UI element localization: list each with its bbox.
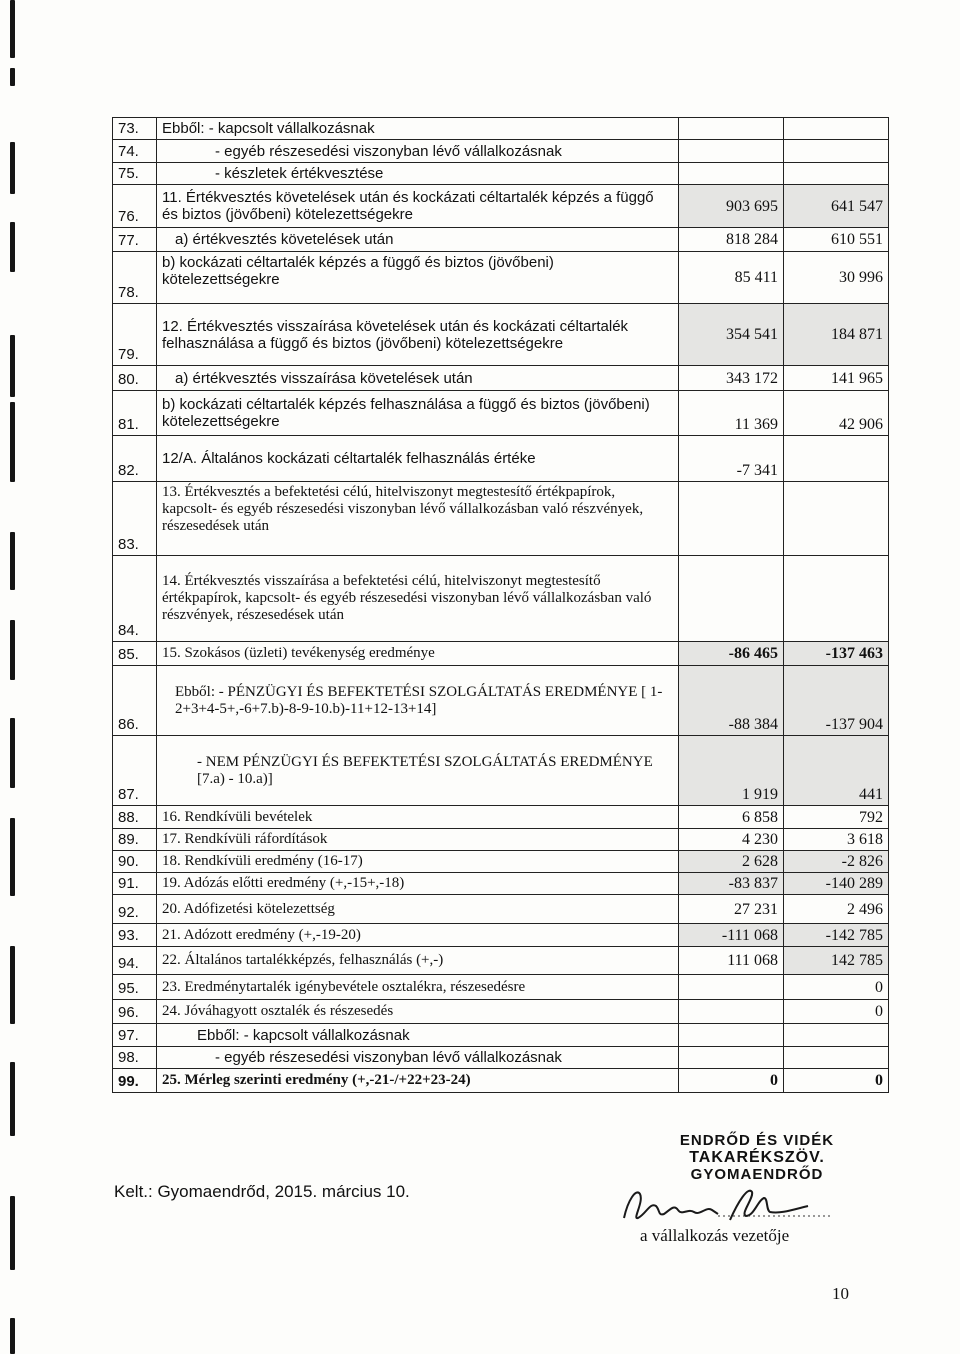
current-year-value (679, 140, 784, 163)
place-date: Kelt.: Gyomaendrőd, 2015. március 10. (114, 1182, 410, 1201)
previous-year-value: 141 965 (784, 366, 889, 391)
stamp-line: TAKARÉKSZÖV. (689, 1149, 825, 1166)
current-year-value: 6 858 (679, 806, 784, 829)
table-row (113, 829, 889, 851)
previous-year-value: 30 996 (784, 252, 889, 304)
binder-mark (10, 402, 15, 482)
row-description: 18. Rendkívüli eredmény (16-17) (157, 851, 679, 873)
row-description: 22. Általános tartalékképzés, felhasználás (+,-) (157, 947, 679, 975)
table-row (113, 1069, 889, 1093)
row-number: 77. (113, 228, 157, 252)
table-row (113, 666, 889, 736)
row-number: 84. (113, 556, 157, 642)
row-number: 81. (113, 391, 157, 436)
row-description: 11. Értékvesztés követelések után és kockázati céltartalék képzés a függő és biztos (jövőbeni) kötelezettségekre (157, 185, 679, 228)
current-year-value: 85 411 (679, 252, 784, 304)
row-description: b) kockázati céltartalék képzés felhasználása a függő és biztos (jövőbeni) kötelezettségekre (157, 391, 679, 436)
current-year-value: -83 837 (679, 873, 784, 895)
handwritten-signature (618, 1180, 838, 1230)
table-row (113, 163, 889, 185)
binder-mark (10, 68, 15, 86)
current-year-value (679, 1024, 784, 1047)
table-row (113, 895, 889, 924)
previous-year-value (784, 118, 889, 140)
current-year-value: -86 465 (679, 642, 784, 666)
binder-mark (10, 1062, 15, 1136)
current-year-value: -88 384 (679, 666, 784, 736)
previous-year-value: 792 (784, 806, 889, 829)
table-row (113, 924, 889, 947)
row-number: 91. (113, 873, 157, 895)
binder-mark (10, 0, 15, 58)
current-year-value: 0 (679, 1069, 784, 1093)
previous-year-value: -137 463 (784, 642, 889, 666)
previous-year-value: 2 496 (784, 895, 889, 924)
table-row (113, 1047, 889, 1069)
row-description: 21. Adózott eredmény (+,-19-20) (157, 924, 679, 947)
current-year-value: -111 068 (679, 924, 784, 947)
row-description: 25. Mérleg szerinti eredmény (+,-21-/+22+23-24) (157, 1069, 679, 1093)
current-year-value: 11 369 (679, 391, 784, 436)
table-row (113, 140, 889, 163)
row-number: 89. (113, 829, 157, 851)
previous-year-value: -140 289 (784, 873, 889, 895)
binder-mark (10, 532, 15, 590)
table-row (113, 185, 889, 228)
binder-mark (10, 620, 15, 680)
row-number: 86. (113, 666, 157, 736)
row-description: 15. Szokásos (üzleti) tevékenység eredménye (157, 642, 679, 666)
previous-year-value: 641 547 (784, 185, 889, 228)
current-year-value: -7 341 (679, 436, 784, 482)
current-year-value: 903 695 (679, 185, 784, 228)
table-row (113, 304, 889, 366)
row-description: a) értékvesztés visszaírása követelések után (157, 366, 679, 391)
binder-mark (10, 818, 15, 896)
current-year-value: 4 230 (679, 829, 784, 851)
row-number: 94. (113, 947, 157, 975)
row-number: 92. (113, 895, 157, 924)
row-description: - NEM PÉNZÜGYI ÉS BEFEKTETÉSI SZOLGÁLTATÁS EREDMÉNYE [7.a) - 10.a)] (157, 736, 679, 806)
row-number: 82. (113, 436, 157, 482)
previous-year-value: 3 618 (784, 829, 889, 851)
row-description: - egyéb részesedési viszonyban lévő vállalkozásnak (157, 1047, 679, 1069)
row-description: 12/A. Általános kockázati céltartalék felhasználás értéke (157, 436, 679, 482)
previous-year-value: 142 785 (784, 947, 889, 975)
binder-mark (10, 946, 15, 1024)
row-description: Ebből: - PÉNZÜGYI ÉS BEFEKTETÉSI SZOLGÁLTATÁS EREDMÉNYE [ 1-2+3+4-5+,-6+7.b)-8-9-10.b)-11+12-13+14] (157, 666, 679, 736)
binder-mark (10, 718, 15, 788)
table-row (113, 556, 889, 642)
row-number: 93. (113, 924, 157, 947)
row-description: a) értékvesztés követelések után (157, 228, 679, 252)
table-row (113, 1024, 889, 1047)
row-number: 79. (113, 304, 157, 366)
current-year-value: 111 068 (679, 947, 784, 975)
current-year-value (679, 482, 784, 556)
row-number: 80. (113, 366, 157, 391)
previous-year-value (784, 1047, 889, 1069)
previous-year-value: -2 826 (784, 851, 889, 873)
table-row (113, 873, 889, 895)
row-description: - egyéb részesedési viszonyban lévő vállalkozásnak (157, 140, 679, 163)
previous-year-value: -137 904 (784, 666, 889, 736)
row-description: Ebből: - kapcsolt vállalkozásnak (157, 118, 679, 140)
row-number: 85. (113, 642, 157, 666)
binder-mark (10, 1196, 15, 1270)
stamp-line: ENDRŐD ÉS VIDÉK (679, 1132, 835, 1149)
binder-mark (10, 142, 15, 194)
row-number: 74. (113, 140, 157, 163)
row-number: 97. (113, 1024, 157, 1047)
current-year-value (679, 1000, 784, 1024)
table-row (113, 252, 889, 304)
table-row (113, 806, 889, 829)
previous-year-value (784, 556, 889, 642)
current-year-value: 2 628 (679, 851, 784, 873)
previous-year-value: 42 906 (784, 391, 889, 436)
current-year-value (679, 556, 784, 642)
row-number: 95. (113, 975, 157, 1000)
page-number: 10 (832, 1284, 849, 1303)
row-number: 73. (113, 118, 157, 140)
row-description: 24. Jóváhagyott osztalék és részesedés (157, 1000, 679, 1024)
current-year-value: 1 919 (679, 736, 784, 806)
current-year-value (679, 118, 784, 140)
current-year-value: 354 541 (679, 304, 784, 366)
row-number: 76. (113, 185, 157, 228)
row-number: 83. (113, 482, 157, 556)
binder-mark (10, 335, 15, 397)
row-number: 96. (113, 1000, 157, 1024)
previous-year-value (784, 1024, 889, 1047)
row-number: 78. (113, 252, 157, 304)
company-stamp (637, 1132, 877, 1183)
table-row (113, 947, 889, 975)
previous-year-value (784, 436, 889, 482)
row-description: 20. Adófizetési kötelezettség (157, 895, 679, 924)
table-row (113, 391, 889, 436)
table-row (113, 482, 889, 556)
previous-year-value: 0 (784, 1069, 889, 1093)
table-row (113, 642, 889, 666)
previous-year-value (784, 140, 889, 163)
income-statement-table (112, 117, 889, 1093)
previous-year-value: 0 (784, 1000, 889, 1024)
row-number: 87. (113, 736, 157, 806)
row-number: 98. (113, 1047, 157, 1069)
table-row (113, 228, 889, 252)
previous-year-value: 610 551 (784, 228, 889, 252)
row-number: 88. (113, 806, 157, 829)
current-year-value: 818 284 (679, 228, 784, 252)
row-number: 75. (113, 163, 157, 185)
row-description: 17. Rendkívüli ráfordítások (157, 829, 679, 851)
row-description: - készletek értékvesztése (157, 163, 679, 185)
previous-year-value: -142 785 (784, 924, 889, 947)
previous-year-value: 0 (784, 975, 889, 1000)
current-year-value: 27 231 (679, 895, 784, 924)
binder-mark (10, 222, 15, 272)
current-year-value (679, 163, 784, 185)
current-year-value (679, 1047, 784, 1069)
table-row (113, 118, 889, 140)
current-year-value: 343 172 (679, 366, 784, 391)
table-row (113, 1000, 889, 1024)
current-year-value (679, 975, 784, 1000)
row-description: 12. Értékvesztés visszaírása követelések után és kockázati céltartalék felhasználása a függő és biztos (jövőbeni) kötelezettségekre (157, 304, 679, 366)
row-description: 16. Rendkívüli bevételek (157, 806, 679, 829)
row-number: 99. (113, 1069, 157, 1093)
table-row (113, 436, 889, 482)
row-description: 14. Értékvesztés visszaírása a befektetési célú, hitelviszonyt megtestesítő értékpapírok, kapcsolt- és egyéb részesedési viszonyban lévő vállalkozásban való részvények, részesedések után (157, 556, 679, 642)
binder-mark (10, 1318, 15, 1354)
table-row (113, 736, 889, 806)
table-row (113, 851, 889, 873)
signature-caption: a vállalkozás vezetője (640, 1226, 790, 1245)
row-description: 23. Eredménytartalék igénybevétele osztalékra, részesedésre (157, 975, 679, 1000)
previous-year-value (784, 482, 889, 556)
row-description: b) kockázati céltartalék képzés a függő és biztos (jövőbeni) kötelezettségekre (157, 252, 679, 304)
table-row (113, 366, 889, 391)
previous-year-value (784, 163, 889, 185)
row-description: 19. Adózás előtti eredmény (+,-15+,-18) (157, 873, 679, 895)
row-number: 90. (113, 851, 157, 873)
row-description: Ebből: - kapcsolt vállalkozásnak (157, 1024, 679, 1047)
previous-year-value: 184 871 (784, 304, 889, 366)
row-description: 13. Értékvesztés a befektetési célú, hitelviszonyt megtestesítő értékpapírok, kapcsolt- és egyéb részesedési viszonyban lévő vállalkozásban való részvények, részesedések után (157, 482, 679, 556)
previous-year-value: 441 (784, 736, 889, 806)
stamp-line: GYOMAENDRŐD (690, 1166, 824, 1183)
table-row (113, 975, 889, 1000)
